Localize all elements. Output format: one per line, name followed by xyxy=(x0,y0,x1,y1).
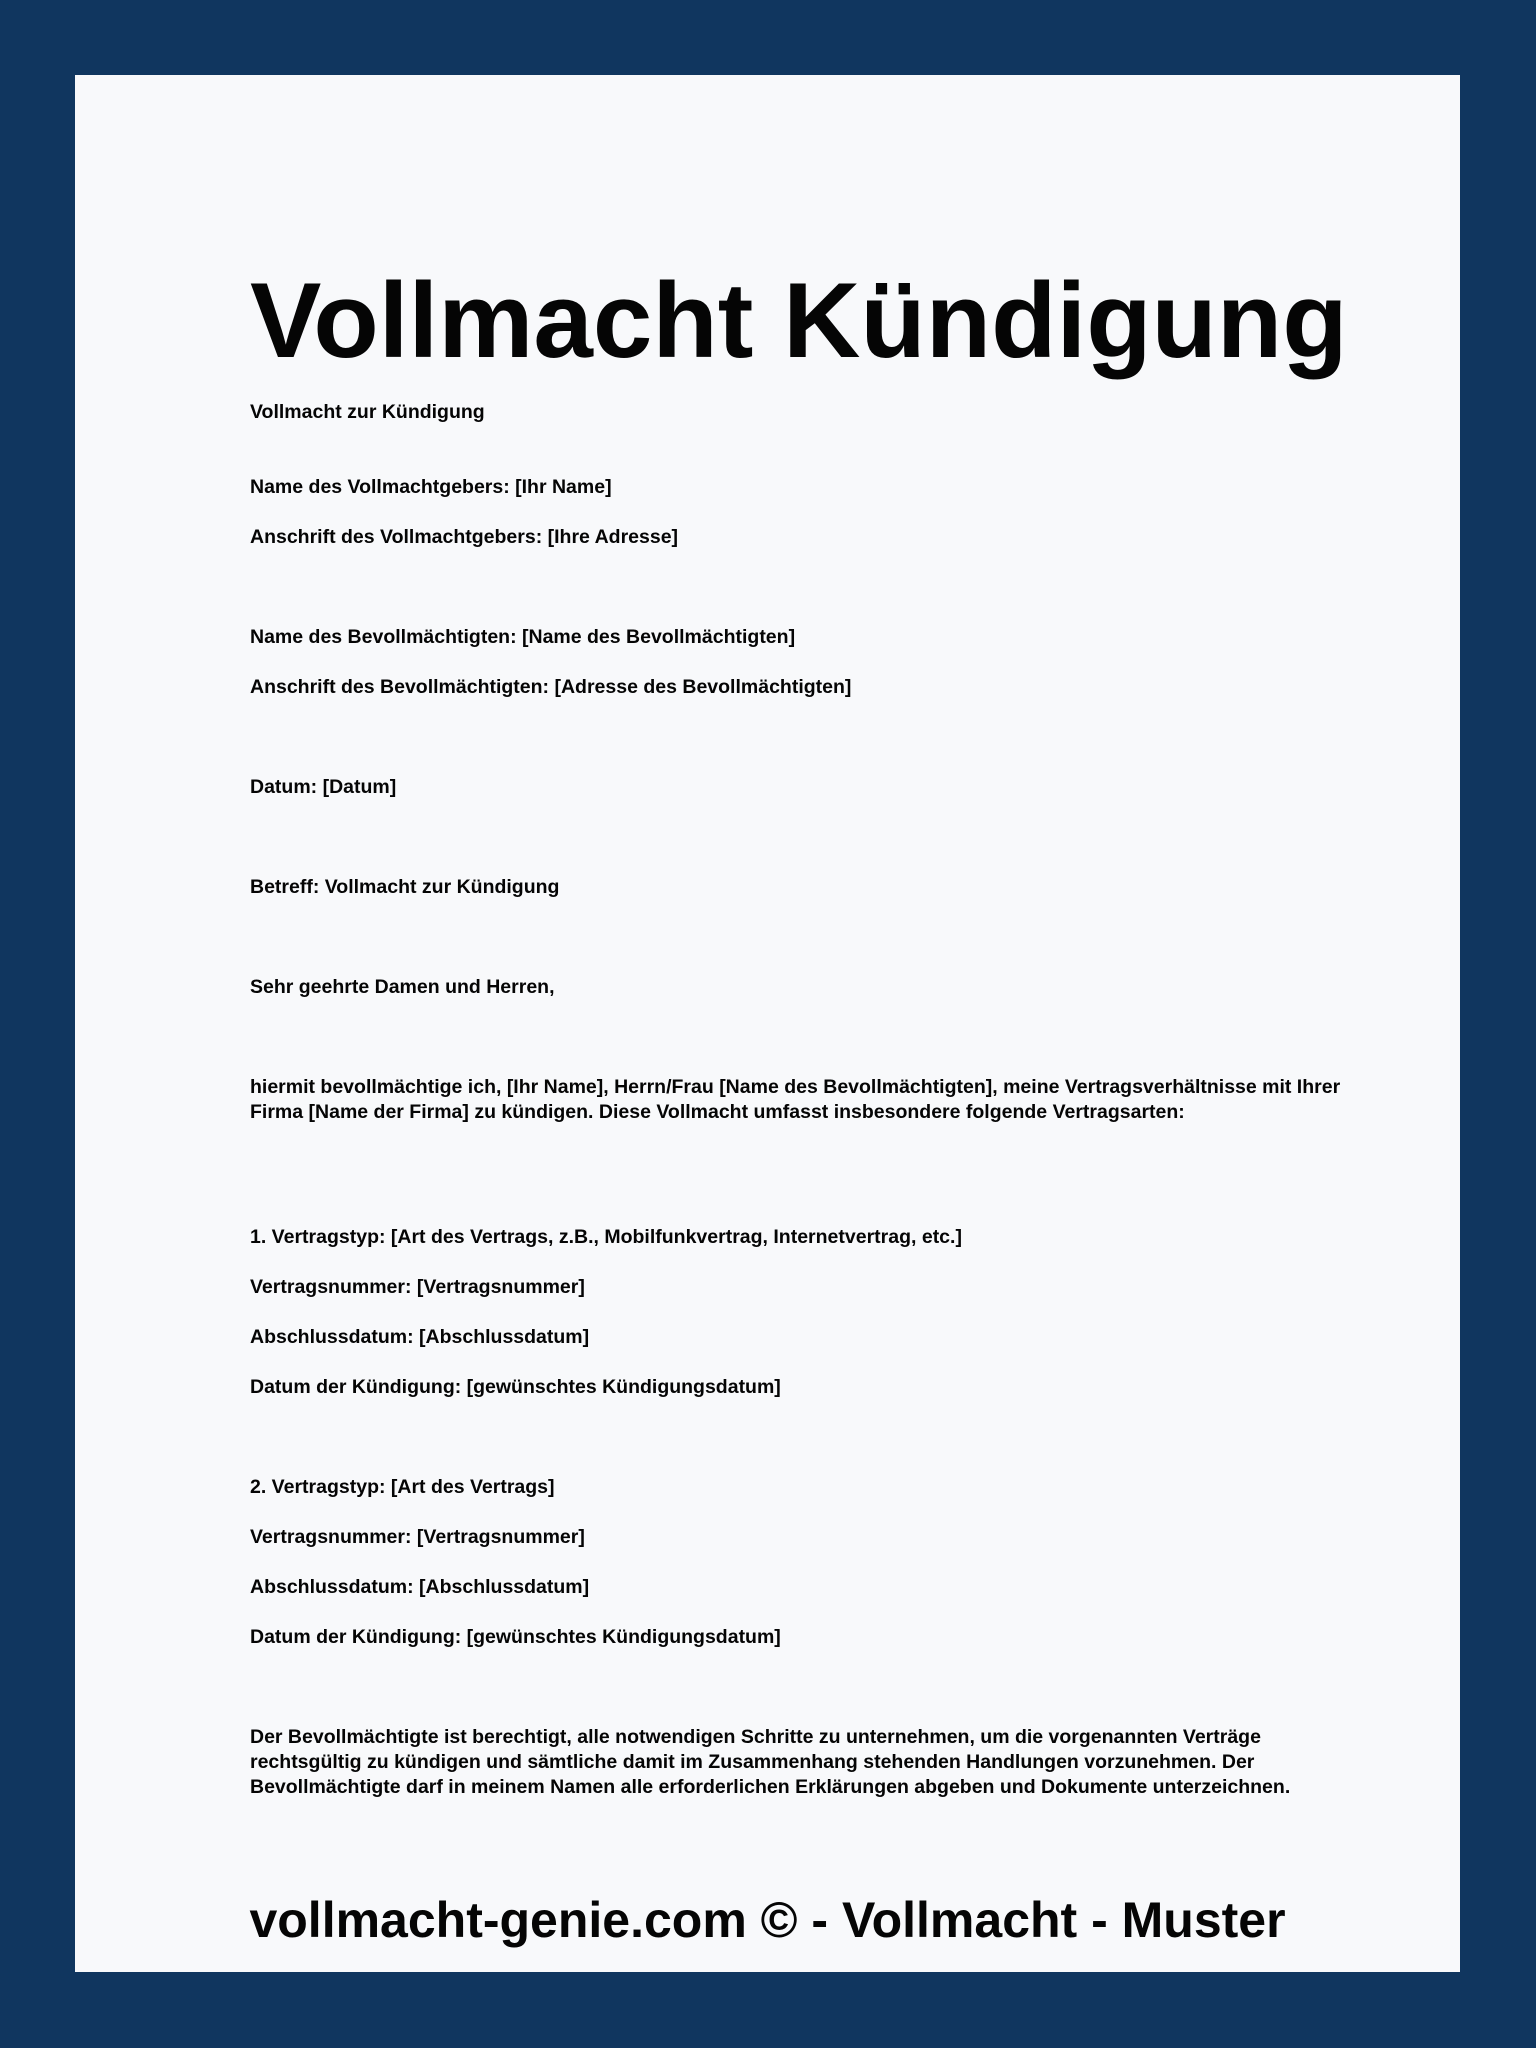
document-page xyxy=(75,75,1460,1972)
document-heading: Vollmacht zur Kündigung xyxy=(250,401,485,423)
contract-2-termination-date: Datum der Kündigung: [gewünschtes Kündigungsdatum] xyxy=(250,1626,781,1648)
document-subject: Betreff: Vollmacht zur Kündigung xyxy=(250,876,560,898)
grantor-address: Anschrift des Vollmachtgebers: [Ihre Adresse] xyxy=(250,526,679,548)
contract-1-termination-date: Datum der Kündigung: [gewünschtes Kündigungsdatum] xyxy=(250,1376,781,1398)
contract-1-type: 1. Vertragstyp: [Art des Vertrags, z.B., Mobilfunkvertrag, Internetvertrag, etc.] xyxy=(250,1226,962,1248)
agent-address: Anschrift des Bevollmächtigten: [Adresse des Bevollmächtigten] xyxy=(250,676,852,698)
document-title: Vollmacht Kündigung xyxy=(250,260,1348,380)
contract-2-number: Vertragsnummer: [Vertragsnummer] xyxy=(250,1526,585,1548)
contract-2-type: 2. Vertragstyp: [Art des Vertrags] xyxy=(250,1476,555,1498)
authorization-paragraph: Der Bevollmächtigte ist berechtigt, alle notwendigen Schritte zu unternehmen, um die vorgenannten Verträge rechtsgültig zu kündigen und sämtliche damit im Zusammenhang stehenden Handlungen vorzunehmen. Der Bevollmächtigte darf in meinem Namen alle erforderlichen Erklärungen abgeben und Dokumente unterzeichnen. xyxy=(250,1726,1291,1798)
agent-name: Name des Bevollmächtigten: [Name des Bevollmächtigten] xyxy=(250,626,796,648)
grantor-name: Name des Vollmachtgebers: [Ihr Name] xyxy=(250,476,612,498)
contract-1-conclusion-date: Abschlussdatum: [Abschlussdatum] xyxy=(250,1326,590,1348)
watermark-footer: vollmacht-genie.com © - Vollmacht - Muster xyxy=(249,1892,1286,1948)
contract-1-number: Vertragsnummer: [Vertragsnummer] xyxy=(250,1276,585,1298)
salutation: Sehr geehrte Damen und Herren, xyxy=(250,976,555,998)
contract-2-conclusion-date: Abschlussdatum: [Abschlussdatum] xyxy=(250,1576,590,1598)
intro-paragraph: hiermit bevollmächtige ich, [Ihr Name], Herrn/Frau [Name des Bevollmächtigten], meine Vertragsverhältnisse mit Ihrer Firma [Name der Firma] zu kündigen. Diese Vollmacht umfasst insbesondere folgende Vertragsarten: xyxy=(250,1076,1341,1123)
document-date: Datum: [Datum] xyxy=(250,776,397,798)
